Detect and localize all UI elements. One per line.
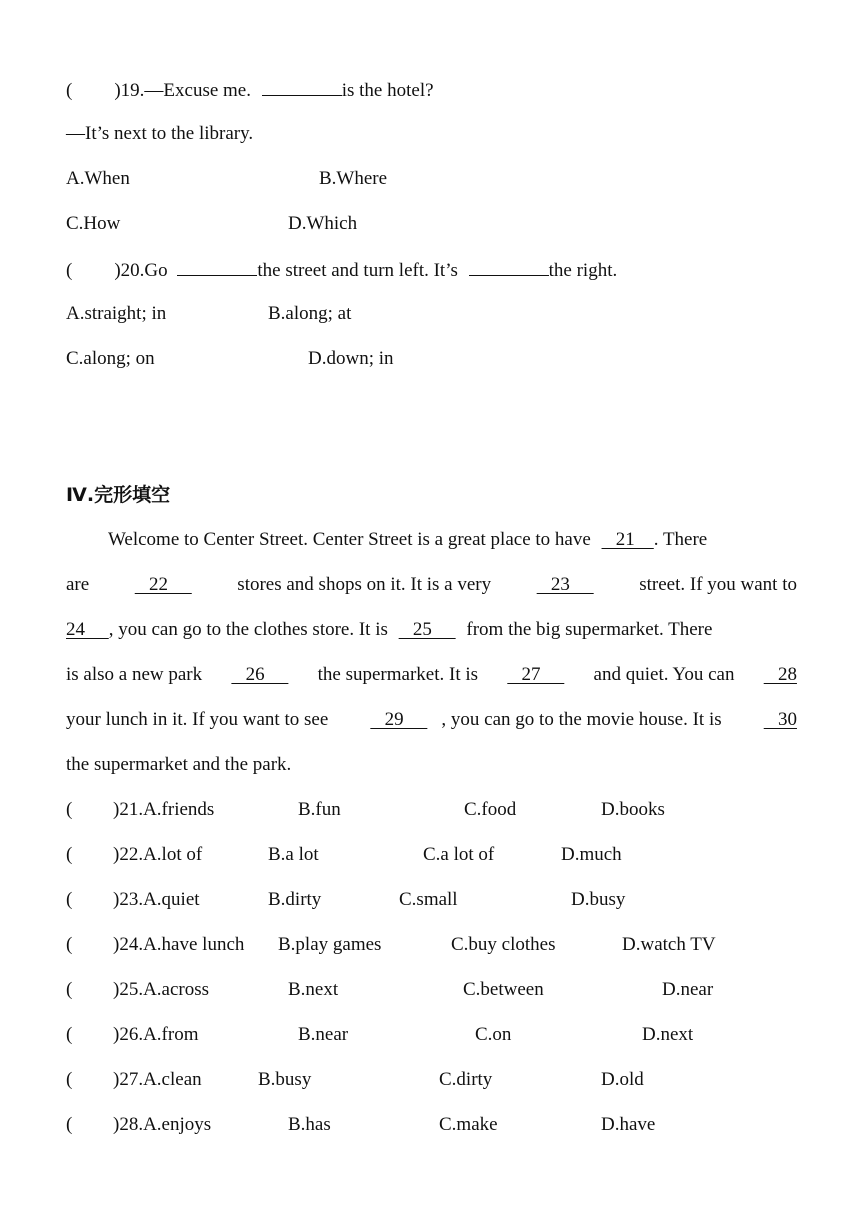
- option-d: D.have: [601, 1114, 656, 1135]
- option-d: D.down; in: [308, 348, 394, 369]
- option-d: D.books: [601, 799, 665, 820]
- option-c: C.between: [463, 979, 544, 1000]
- answer-paren: (: [66, 1024, 73, 1045]
- passage-text: your lunch in it. If you want to see: [66, 709, 329, 730]
- option-a: )23.A.quiet: [113, 889, 200, 910]
- option-a: )26.A.from: [113, 1024, 199, 1045]
- passage-text: is also a new park: [66, 664, 203, 685]
- option-b: B.near: [298, 1024, 349, 1045]
- cloze-blank-26[interactable]: 26: [231, 664, 289, 685]
- cloze-blank-22[interactable]: 22: [134, 574, 192, 595]
- option-a: )27.A.clean: [113, 1069, 202, 1090]
- passage-line-5: [66, 708, 797, 732]
- passage-text: from the big supermarket. There: [466, 619, 713, 640]
- answer-blank[interactable]: [469, 257, 549, 276]
- option-a: )24.A.have lunch: [113, 934, 245, 955]
- option-c: C.a lot of: [423, 844, 495, 865]
- option-d: D.next: [642, 1024, 694, 1045]
- passage-text: the supermarket. It is: [317, 664, 479, 685]
- answer-paren: (: [66, 1069, 73, 1090]
- option-d: D.busy: [571, 889, 626, 910]
- cloze-blank-21[interactable]: 21: [601, 529, 654, 550]
- option-c: C.on: [475, 1024, 512, 1045]
- cloze-blank-24[interactable]: 24: [66, 619, 109, 640]
- answer-paren: (: [66, 1114, 73, 1135]
- passage-line-6: the supermarket and the park.: [66, 754, 292, 775]
- passage-line-1: [66, 528, 797, 552]
- option-b: B.busy: [258, 1069, 312, 1090]
- passage-text: Welcome to Center Street. Center Street is a great place to have: [108, 529, 591, 550]
- passage-text: and quiet. You can: [593, 664, 735, 685]
- answer-blank[interactable]: [262, 77, 342, 96]
- passage-line-3: [66, 618, 797, 642]
- option-d: D.near: [662, 979, 714, 1000]
- answer-paren: (: [66, 934, 73, 955]
- question-stem-end: is the hotel?: [341, 80, 434, 101]
- option-a: )25.A.across: [113, 979, 210, 1000]
- answer-paren: (: [66, 844, 73, 865]
- passage-text: stores and shops on it. It is a very: [237, 574, 492, 595]
- option-d: D.old: [601, 1069, 644, 1090]
- option-c: C.buy clothes: [451, 934, 556, 955]
- option-a: )21.A.friends: [113, 799, 215, 820]
- passage-text: are: [66, 574, 90, 595]
- option-d: D.Which: [288, 213, 358, 234]
- option-c: C.small: [399, 889, 458, 910]
- answer-paren: (: [66, 979, 73, 1000]
- option-d: D.much: [561, 844, 622, 865]
- cloze-blank-29[interactable]: 29: [370, 709, 428, 730]
- passage-text: , you can go to the movie house. It is: [441, 709, 722, 730]
- option-b: B.play games: [278, 934, 382, 955]
- answer-paren: (: [66, 80, 73, 101]
- passage-line-2: [66, 573, 797, 597]
- question-stem: )20.Go: [114, 260, 168, 281]
- cloze-blank-25[interactable]: 25: [398, 619, 456, 640]
- question-stem-end: the right.: [548, 260, 618, 281]
- answer-paren: (: [66, 799, 73, 820]
- option-a: A.When: [66, 168, 130, 189]
- option-c: C.make: [439, 1114, 498, 1135]
- option-c: C.food: [464, 799, 517, 820]
- option-c: C.along; on: [66, 348, 155, 369]
- option-a: )28.A.enjoys: [113, 1114, 212, 1135]
- answer-blank[interactable]: [177, 257, 257, 276]
- answer-paren: (: [66, 889, 73, 910]
- cloze-blank-27[interactable]: 27: [507, 664, 565, 685]
- option-b: B.a lot: [268, 844, 319, 865]
- question-stem: )19.—Excuse me.: [114, 80, 251, 101]
- option-b: B.fun: [298, 799, 341, 820]
- passage-line-4: [66, 663, 797, 687]
- question-20: [66, 257, 617, 283]
- option-b: B.has: [288, 1114, 331, 1135]
- option-b: B.next: [288, 979, 339, 1000]
- question-19: [66, 77, 434, 103]
- option-b: B.dirty: [268, 889, 322, 910]
- answer-paren: (: [66, 260, 73, 281]
- passage-text: , you can go to the clothes store. It is: [108, 619, 388, 640]
- option-a: A.straight; in: [66, 303, 167, 324]
- passage-text: . There: [653, 529, 708, 550]
- option-a: )22.A.lot of: [113, 844, 203, 865]
- question-stem-mid: the street and turn left. It’s: [257, 260, 458, 281]
- option-b: B.along; at: [268, 303, 352, 324]
- option-b: B.Where: [319, 168, 388, 189]
- cloze-blank-23[interactable]: 23: [536, 574, 594, 595]
- section-title: Ⅳ.完形填空: [66, 484, 171, 506]
- option-c: C.dirty: [439, 1069, 493, 1090]
- cloze-blank-30[interactable]: 30: [763, 709, 797, 730]
- cloze-blank-28[interactable]: 28: [763, 664, 797, 685]
- passage-text: street. If you want to: [639, 574, 797, 595]
- option-c: C.How: [66, 213, 121, 234]
- option-d: D.watch TV: [622, 934, 716, 955]
- question-19-reply: —It’s next to the library.: [66, 123, 254, 144]
